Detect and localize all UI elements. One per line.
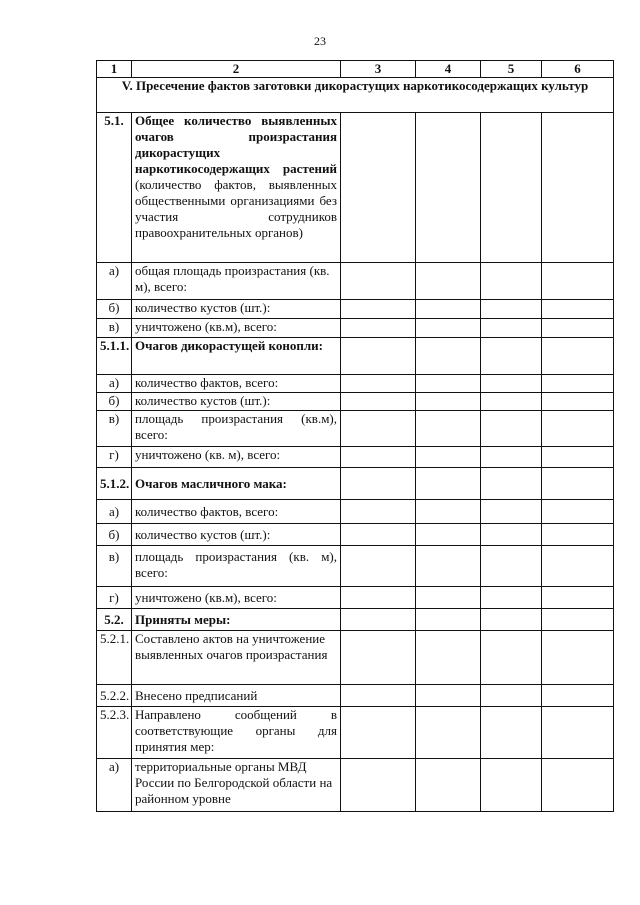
cell-col-6[interactable]: [542, 375, 614, 393]
cell-col-3[interactable]: [341, 759, 416, 812]
header-col-6: 6: [542, 61, 614, 78]
row-number: в): [97, 546, 132, 587]
cell-col-5[interactable]: [481, 113, 542, 263]
cell-col-3[interactable]: [341, 319, 416, 338]
table-row: [97, 546, 614, 587]
cell-col-6[interactable]: [542, 319, 614, 338]
row-number: в): [97, 319, 132, 338]
table-row: [97, 631, 614, 685]
cell-col-3[interactable]: [341, 393, 416, 411]
cell-col-5[interactable]: [481, 468, 542, 500]
cell-col-4[interactable]: [416, 263, 481, 300]
row-number: б): [97, 300, 132, 319]
cell-col-4[interactable]: [416, 685, 481, 707]
cell-col-4[interactable]: [416, 546, 481, 587]
cell-col-3[interactable]: [341, 300, 416, 319]
table-row: [97, 609, 614, 631]
row-text: территориальные органы МВД России по Белгородской области на районном уровне: [132, 759, 341, 812]
cell-col-3[interactable]: [341, 411, 416, 447]
cell-col-4[interactable]: [416, 631, 481, 685]
row-text: Составлено актов на уничтожение выявленных очагов произрастания: [132, 631, 341, 685]
section-row: [97, 78, 614, 113]
cell-col-4[interactable]: [416, 447, 481, 468]
cell-col-4[interactable]: [416, 393, 481, 411]
header-col-2: 2: [132, 61, 341, 78]
table-row: [97, 263, 614, 300]
table-row: [97, 393, 614, 411]
cell-col-3[interactable]: [341, 263, 416, 300]
cell-col-6[interactable]: [542, 631, 614, 685]
row-number: 5.2.2.: [97, 685, 132, 707]
row-text: (количество фактов, выявленных общественными организациями без участия сотрудников правоохранительных органов): [135, 177, 337, 240]
row-text: Направлено сообщений в соответствующие органы для принятия мер:: [132, 707, 341, 759]
row-text: площадь произрастания (кв.м), всего:: [132, 411, 341, 447]
cell-col-5[interactable]: [481, 393, 542, 411]
row-number: 5.1.: [97, 113, 132, 263]
row-description: [132, 113, 341, 263]
cell-col-5[interactable]: [481, 707, 542, 759]
table-row: [97, 524, 614, 546]
cell-col-5[interactable]: [481, 300, 542, 319]
cell-col-4[interactable]: [416, 375, 481, 393]
cell-col-5[interactable]: [481, 631, 542, 685]
row-bold-text: Очагов дикорастущей конопли:: [132, 338, 341, 375]
cell-col-5[interactable]: [481, 319, 542, 338]
cell-col-3[interactable]: [341, 468, 416, 500]
cell-col-5[interactable]: [481, 609, 542, 631]
row-bold-text: Приняты меры:: [132, 609, 341, 631]
cell-col-3[interactable]: [341, 707, 416, 759]
row-text: Внесено предписаний: [132, 685, 341, 707]
row-number: а): [97, 375, 132, 393]
table-row: [97, 300, 614, 319]
row-number: 5.2.3.: [97, 707, 132, 759]
cell-col-6[interactable]: [542, 468, 614, 500]
cell-col-4[interactable]: [416, 319, 481, 338]
row-number: в): [97, 411, 132, 447]
cell-col-4[interactable]: [416, 338, 481, 375]
cell-col-5[interactable]: [481, 375, 542, 393]
cell-col-3[interactable]: [341, 546, 416, 587]
cell-col-6[interactable]: [542, 685, 614, 707]
row-number: 5.1.1.: [97, 338, 132, 375]
cell-col-3[interactable]: [341, 609, 416, 631]
section-title: V. Пресечение фактов заготовки дикорастущих наркотикосодержащих культур: [97, 78, 614, 113]
cell-col-6[interactable]: [542, 300, 614, 319]
cell-col-5[interactable]: [481, 759, 542, 812]
row-number: 5.1.2.: [97, 468, 132, 500]
table-row: [97, 319, 614, 338]
row-number: а): [97, 263, 132, 300]
cell-col-3[interactable]: [341, 375, 416, 393]
cell-col-3[interactable]: [341, 631, 416, 685]
cell-col-5[interactable]: [481, 447, 542, 468]
table-row: [97, 500, 614, 524]
row-text: количество фактов, всего:: [132, 500, 341, 524]
cell-col-4[interactable]: [416, 759, 481, 812]
cell-col-4[interactable]: [416, 113, 481, 263]
table-row: [97, 338, 614, 375]
cell-col-6[interactable]: [542, 587, 614, 609]
cell-col-5[interactable]: [481, 546, 542, 587]
row-bold-text: Общее количество выявленных очагов произрастания дикорастущих наркотикосодержащих растений: [135, 113, 337, 176]
cell-col-4[interactable]: [416, 500, 481, 524]
cell-col-3[interactable]: [341, 500, 416, 524]
cell-col-5[interactable]: [481, 500, 542, 524]
row-number: а): [97, 500, 132, 524]
table-row: [97, 707, 614, 759]
cell-col-5[interactable]: [481, 524, 542, 546]
cell-col-4[interactable]: [416, 609, 481, 631]
cell-col-3[interactable]: [341, 524, 416, 546]
cell-col-6[interactable]: [542, 447, 614, 468]
cell-col-5[interactable]: [481, 587, 542, 609]
cell-col-4[interactable]: [416, 707, 481, 759]
row-text: количество кустов (шт.):: [132, 300, 341, 319]
row-text: уничтожено (кв. м), всего:: [132, 447, 341, 468]
cell-col-5[interactable]: [481, 411, 542, 447]
cell-col-3[interactable]: [341, 447, 416, 468]
cell-col-6[interactable]: [542, 500, 614, 524]
row-number: 5.2.1.: [97, 631, 132, 685]
table-row: [97, 685, 614, 707]
cell-col-6[interactable]: [542, 707, 614, 759]
row-number: б): [97, 524, 132, 546]
header-col-5: 5: [481, 61, 542, 78]
cell-col-4[interactable]: [416, 587, 481, 609]
cell-col-3[interactable]: [341, 587, 416, 609]
header-row: [97, 61, 614, 78]
cell-col-6[interactable]: [542, 609, 614, 631]
cell-col-6[interactable]: [542, 263, 614, 300]
cell-col-3[interactable]: [341, 338, 416, 375]
table-row: [97, 113, 614, 263]
cell-col-5[interactable]: [481, 685, 542, 707]
table-row: [97, 411, 614, 447]
cell-col-4[interactable]: [416, 300, 481, 319]
cell-col-6[interactable]: [542, 524, 614, 546]
table-row: [97, 759, 614, 812]
cell-col-4[interactable]: [416, 411, 481, 447]
table-row: [97, 447, 614, 468]
row-number: 5.2.: [97, 609, 132, 631]
cell-col-6[interactable]: [542, 411, 614, 447]
header-col-3: 3: [341, 61, 416, 78]
cell-col-3[interactable]: [341, 685, 416, 707]
cell-col-6[interactable]: [542, 546, 614, 587]
page-number: 23: [314, 34, 326, 48]
cell-col-6[interactable]: [542, 759, 614, 812]
table-row: [97, 468, 614, 500]
row-number: б): [97, 393, 132, 411]
cell-col-4[interactable]: [416, 524, 481, 546]
cell-col-6[interactable]: [542, 113, 614, 263]
row-number: г): [97, 447, 132, 468]
header-col-4: 4: [416, 61, 481, 78]
cell-col-6[interactable]: [542, 338, 614, 375]
row-text: общая площадь произрастания (кв. м), всего:: [132, 263, 341, 300]
table-row: [97, 375, 614, 393]
cell-col-4[interactable]: [416, 468, 481, 500]
row-text: количество кустов (шт.):: [132, 524, 341, 546]
cell-col-3[interactable]: [341, 113, 416, 263]
row-text: уничтожено (кв.м), всего:: [132, 319, 341, 338]
row-text: уничтожено (кв.м), всего:: [132, 587, 341, 609]
row-number: а): [97, 759, 132, 812]
table-row: [97, 587, 614, 609]
header-col-1: 1: [97, 61, 132, 78]
row-number: г): [97, 587, 132, 609]
report-table: [96, 60, 614, 812]
cell-col-6[interactable]: [542, 393, 614, 411]
cell-col-5[interactable]: [481, 338, 542, 375]
row-bold-text: Очагов масличного мака:: [132, 468, 341, 500]
row-text: количество кустов (шт.):: [132, 393, 341, 411]
row-text: площадь произрастания (кв. м), всего:: [132, 546, 341, 587]
row-text: количество фактов, всего:: [132, 375, 341, 393]
cell-col-5[interactable]: [481, 263, 542, 300]
